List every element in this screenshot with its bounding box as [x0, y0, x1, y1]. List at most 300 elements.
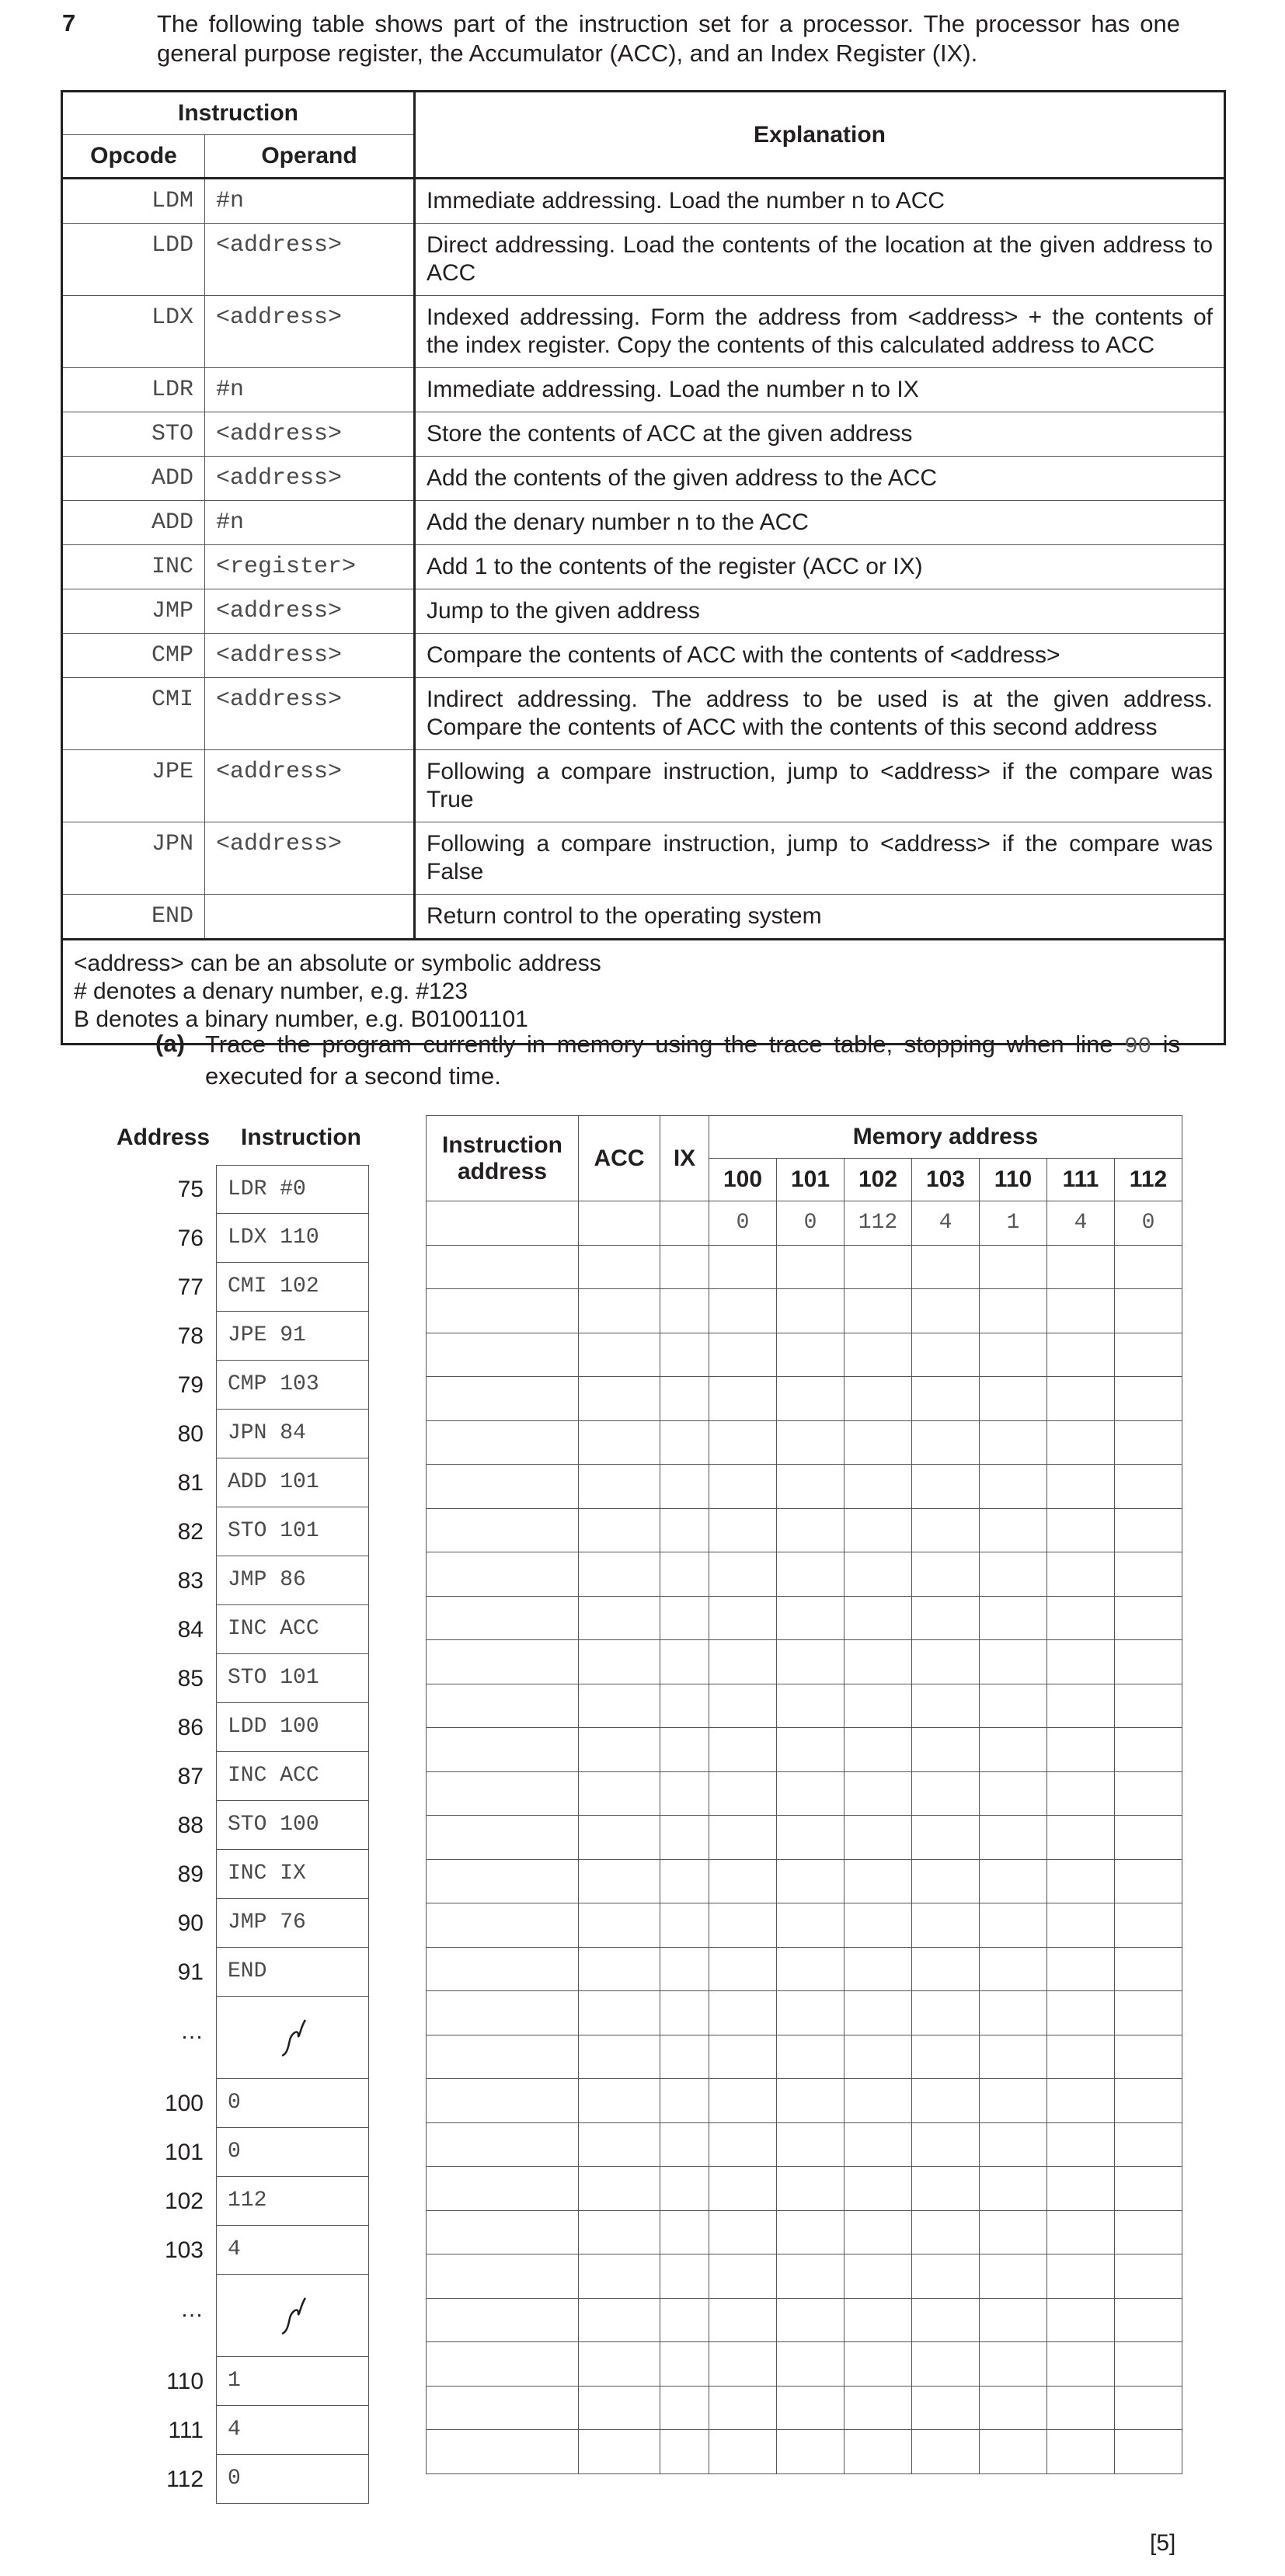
trace-cell[interactable] — [777, 1377, 844, 1421]
trace-cell[interactable] — [1047, 1816, 1115, 1860]
trace-cell[interactable] — [579, 2035, 660, 2079]
trace-cell[interactable] — [1115, 2167, 1182, 2211]
trace-cell[interactable] — [980, 2210, 1047, 2254]
trace-cell[interactable] — [1047, 2122, 1115, 2167]
trace-cell[interactable] — [980, 2035, 1047, 2079]
trace-cell[interactable] — [579, 1596, 660, 1640]
trace-cell[interactable] — [579, 2430, 660, 2474]
trace-cell[interactable] — [777, 2298, 844, 2342]
trace-cell[interactable] — [660, 1333, 709, 1377]
trace-cell[interactable] — [1115, 1771, 1182, 1816]
trace-cell[interactable] — [912, 1728, 980, 1772]
trace-cell[interactable] — [844, 2122, 912, 2167]
trace-cell[interactable] — [777, 2430, 844, 2474]
trace-cell[interactable] — [709, 1816, 777, 1860]
trace-cell[interactable] — [1115, 2342, 1182, 2387]
trace-cell[interactable] — [912, 1420, 980, 1465]
trace-cell[interactable] — [660, 1420, 709, 1465]
trace-cell[interactable] — [709, 1684, 777, 1728]
trace-cell[interactable] — [844, 2386, 912, 2430]
trace-cell[interactable] — [709, 1903, 777, 1948]
trace-cell[interactable] — [777, 1333, 844, 1377]
trace-cell[interactable] — [709, 1465, 777, 1509]
trace-cell[interactable] — [844, 1903, 912, 1948]
trace-cell[interactable] — [660, 2210, 709, 2254]
trace-cell[interactable] — [660, 1859, 709, 1903]
trace-cell[interactable] — [844, 1640, 912, 1684]
trace-cell[interactable] — [660, 1728, 709, 1772]
trace-cell[interactable] — [427, 1859, 579, 1903]
opcode-cell: ADD — [62, 501, 205, 545]
trace-cell[interactable] — [980, 1508, 1047, 1552]
trace-cell[interactable] — [660, 1816, 709, 1860]
trace-cell[interactable] — [579, 2210, 660, 2254]
trace-cell[interactable] — [980, 2430, 1047, 2474]
trace-cell[interactable] — [844, 1596, 912, 1640]
trace-cell[interactable] — [427, 1816, 579, 1860]
trace-cell[interactable] — [427, 1333, 579, 1377]
trace-cell[interactable] — [709, 1508, 777, 1552]
trace-cell[interactable] — [777, 1771, 844, 1816]
trace-cell[interactable] — [709, 1991, 777, 2035]
trace-cell[interactable] — [844, 1465, 912, 1509]
trace-cell[interactable] — [980, 1640, 1047, 1684]
trace-cell[interactable] — [1047, 1771, 1115, 1816]
trace-cell[interactable] — [912, 1508, 980, 1552]
trace-cell[interactable] — [980, 1903, 1047, 1948]
trace-cell[interactable] — [427, 1771, 579, 1816]
trace-cell[interactable] — [912, 1684, 980, 1728]
trace-cell[interactable] — [912, 2210, 980, 2254]
trace-cell[interactable] — [427, 1640, 579, 1684]
trace-cell[interactable] — [660, 1991, 709, 2035]
trace-cell[interactable] — [980, 2342, 1047, 2387]
trace-cell[interactable] — [777, 1552, 844, 1597]
trace-cell[interactable] — [660, 1289, 709, 1333]
trace-cell[interactable] — [579, 1377, 660, 1421]
trace-cell[interactable] — [912, 1991, 980, 2035]
trace-cell[interactable] — [777, 1508, 844, 1552]
trace-cell[interactable] — [709, 1420, 777, 1465]
trace-cell[interactable] — [1047, 1377, 1115, 1421]
trace-initial-value: 0 — [777, 1201, 844, 1246]
trace-cell[interactable] — [579, 2298, 660, 2342]
trace-cell[interactable] — [980, 1991, 1047, 2035]
trace-cell[interactable] — [427, 2167, 579, 2211]
trace-cell[interactable] — [912, 1552, 980, 1597]
trace-cell[interactable] — [777, 2210, 844, 2254]
trace-cell[interactable] — [777, 1903, 844, 1948]
trace-cell[interactable] — [912, 1245, 980, 1289]
trace-cell[interactable] — [980, 1552, 1047, 1597]
trace-cell[interactable] — [1115, 1947, 1182, 1991]
trace-cell[interactable] — [660, 1377, 709, 1421]
trace-cell[interactable] — [777, 2167, 844, 2211]
trace-cell[interactable] — [427, 1508, 579, 1552]
trace-cell[interactable] — [709, 1859, 777, 1903]
trace-cell[interactable] — [709, 1333, 777, 1377]
trace-cell[interactable] — [579, 1771, 660, 1816]
trace-cell[interactable] — [579, 1684, 660, 1728]
trace-cell[interactable] — [777, 2342, 844, 2387]
trace-cell[interactable] — [777, 2079, 844, 2123]
trace-cell[interactable] — [660, 1508, 709, 1552]
trace-cell[interactable] — [1047, 2079, 1115, 2123]
trace-cell[interactable] — [777, 2386, 844, 2430]
trace-cell[interactable] — [844, 1333, 912, 1377]
trace-cell[interactable] — [844, 2342, 912, 2387]
program-address: 75 — [177, 1177, 204, 1202]
trace-cell[interactable] — [1115, 1465, 1182, 1509]
trace-cell[interactable] — [777, 1816, 844, 1860]
trace-row — [427, 1991, 1182, 2035]
trace-cell[interactable] — [660, 2167, 709, 2211]
trace-cell[interactable] — [579, 2122, 660, 2167]
trace-cell[interactable] — [660, 1245, 709, 1289]
opcode-cell: LDD — [62, 224, 205, 296]
trace-cell[interactable] — [709, 1640, 777, 1684]
trace-cell[interactable] — [709, 2035, 777, 2079]
trace-cell[interactable] — [579, 1859, 660, 1903]
program-content: STO 100 — [216, 1801, 369, 1850]
trace-cell[interactable] — [777, 1596, 844, 1640]
trace-cell[interactable] — [844, 1991, 912, 2035]
program-row — [117, 1410, 369, 1458]
trace-cell[interactable] — [1115, 1816, 1182, 1860]
trace-cell[interactable] — [427, 1728, 579, 1772]
operand-cell: <address> — [205, 822, 415, 895]
trace-cell[interactable] — [427, 1684, 579, 1728]
trace-cell[interactable] — [1047, 1859, 1115, 1903]
trace-cell[interactable] — [980, 1333, 1047, 1377]
trace-cell[interactable] — [844, 1508, 912, 1552]
trace-cell[interactable] — [1115, 2210, 1182, 2254]
trace-cell[interactable] — [912, 1377, 980, 1421]
trace-cell[interactable] — [777, 2254, 844, 2299]
trace-cell[interactable] — [660, 2298, 709, 2342]
trace-cell[interactable] — [1047, 1947, 1115, 1991]
trace-cell[interactable] — [844, 2210, 912, 2254]
trace-cell[interactable] — [427, 2298, 579, 2342]
trace-cell[interactable] — [709, 2079, 777, 2123]
trace-cell[interactable] — [912, 2122, 980, 2167]
trace-cell[interactable] — [1047, 1684, 1115, 1728]
trace-cell[interactable] — [777, 1728, 844, 1772]
trace-cell[interactable] — [1115, 1859, 1182, 1903]
trace-cell[interactable] — [1115, 1552, 1182, 1597]
trace-cell[interactable] — [1115, 1333, 1182, 1377]
trace-cell[interactable] — [980, 1859, 1047, 1903]
trace-cell[interactable] — [912, 2035, 980, 2079]
trace-cell[interactable] — [660, 2079, 709, 2123]
trace-cell[interactable] — [980, 1420, 1047, 1465]
trace-cell[interactable] — [427, 1377, 579, 1421]
trace-cell[interactable] — [844, 1684, 912, 1728]
trace-cell[interactable] — [777, 1859, 844, 1903]
trace-cell[interactable] — [844, 1420, 912, 1465]
trace-cell[interactable] — [980, 1816, 1047, 1860]
trace-cell[interactable] — [709, 2254, 777, 2299]
trace-cell[interactable] — [1047, 1289, 1115, 1333]
trace-cell[interactable] — [660, 2386, 709, 2430]
trace-cell[interactable] — [912, 2386, 980, 2430]
trace-cell[interactable] — [1115, 1289, 1182, 1333]
trace-cell[interactable] — [427, 1289, 579, 1333]
trace-cell[interactable] — [709, 2122, 777, 2167]
trace-cell[interactable] — [844, 1728, 912, 1772]
trace-cell[interactable] — [912, 2298, 980, 2342]
trace-cell[interactable] — [912, 1947, 980, 1991]
trace-cell[interactable] — [1115, 1903, 1182, 1948]
trace-cell[interactable] — [427, 1947, 579, 1991]
trace-cell[interactable] — [579, 1465, 660, 1509]
trace-cell[interactable] — [1115, 1377, 1182, 1421]
trace-cell[interactable] — [1047, 1640, 1115, 1684]
trace-cell[interactable] — [1047, 1508, 1115, 1552]
trace-cell[interactable] — [844, 2254, 912, 2299]
trace-row — [427, 1684, 1182, 1728]
trace-cell[interactable] — [1047, 2167, 1115, 2211]
trace-cell[interactable] — [1047, 1245, 1115, 1289]
trace-cell[interactable] — [427, 2342, 579, 2387]
trace-cell[interactable] — [980, 1245, 1047, 1289]
trace-cell[interactable] — [709, 1947, 777, 1991]
trace-cell[interactable] — [427, 1596, 579, 1640]
trace-cell[interactable] — [912, 1333, 980, 1377]
trace-cell[interactable] — [1115, 1245, 1182, 1289]
trace-cell[interactable] — [1115, 1728, 1182, 1772]
trace-cell[interactable] — [980, 1771, 1047, 1816]
trace-cell[interactable] — [980, 1596, 1047, 1640]
trace-cell[interactable] — [1115, 1684, 1182, 1728]
trace-cell[interactable] — [579, 1991, 660, 2035]
trace-cell[interactable] — [980, 1947, 1047, 1991]
trace-cell[interactable] — [912, 2167, 980, 2211]
trace-cell[interactable] — [579, 1728, 660, 1772]
trace-cell[interactable] — [1115, 2386, 1182, 2430]
trace-cell[interactable] — [912, 2079, 980, 2123]
trace-cell[interactable] — [844, 1859, 912, 1903]
trace-cell[interactable] — [660, 1552, 709, 1597]
trace-cell[interactable] — [777, 2122, 844, 2167]
trace-cell[interactable] — [660, 1201, 709, 1246]
trace-cell[interactable] — [427, 1245, 579, 1289]
trace-cell[interactable] — [980, 2122, 1047, 2167]
trace-cell[interactable] — [844, 1816, 912, 1860]
trace-cell[interactable] — [777, 1640, 844, 1684]
trace-cell[interactable] — [844, 2035, 912, 2079]
trace-cell[interactable] — [660, 1596, 709, 1640]
trace-cell[interactable] — [709, 2342, 777, 2387]
trace-cell[interactable] — [844, 2298, 912, 2342]
trace-cell[interactable] — [427, 2386, 579, 2430]
trace-cell[interactable] — [660, 1947, 709, 1991]
trace-cell[interactable] — [1047, 1728, 1115, 1772]
trace-cell[interactable] — [1047, 1596, 1115, 1640]
trace-cell[interactable] — [660, 1903, 709, 1948]
trace-cell[interactable] — [579, 1816, 660, 1860]
trace-cell[interactable] — [427, 1991, 579, 2035]
trace-cell[interactable] — [1047, 1552, 1115, 1597]
trace-cell[interactable] — [1047, 1420, 1115, 1465]
trace-cell[interactable] — [709, 1289, 777, 1333]
trace-cell[interactable] — [912, 1640, 980, 1684]
trace-cell[interactable] — [980, 1728, 1047, 1772]
trace-cell[interactable] — [844, 1377, 912, 1421]
trace-cell[interactable] — [980, 2254, 1047, 2299]
trace-cell[interactable] — [912, 2254, 980, 2299]
trace-cell[interactable] — [912, 1816, 980, 1860]
trace-cell[interactable] — [427, 1420, 579, 1465]
trace-cell[interactable] — [912, 1903, 980, 1948]
trace-cell[interactable] — [709, 1377, 777, 1421]
trace-cell[interactable] — [660, 2122, 709, 2167]
trace-cell[interactable] — [1047, 1991, 1115, 2035]
trace-cell[interactable] — [1115, 2254, 1182, 2299]
program-content: INC ACC — [216, 1605, 369, 1654]
trace-cell[interactable] — [709, 1728, 777, 1772]
trace-cell[interactable] — [844, 1289, 912, 1333]
trace-cell[interactable] — [1115, 2079, 1182, 2123]
trace-cell[interactable] — [980, 1465, 1047, 1509]
trace-cell[interactable] — [844, 1245, 912, 1289]
trace-cell[interactable] — [579, 1333, 660, 1377]
trace-cell[interactable] — [579, 1903, 660, 1948]
trace-cell[interactable] — [709, 2298, 777, 2342]
trace-cell[interactable] — [777, 1947, 844, 1991]
trace-cell[interactable] — [844, 2167, 912, 2211]
trace-cell[interactable] — [579, 2254, 660, 2299]
trace-cell[interactable] — [1047, 1903, 1115, 1948]
trace-cell[interactable] — [579, 2079, 660, 2123]
trace-cell[interactable] — [1047, 1465, 1115, 1509]
trace-cell[interactable] — [579, 2386, 660, 2430]
trace-cell[interactable] — [980, 2386, 1047, 2430]
trace-cell[interactable] — [1115, 1640, 1182, 1684]
trace-cell[interactable] — [1115, 1508, 1182, 1552]
trace-cell[interactable] — [660, 1640, 709, 1684]
trace-cell[interactable] — [427, 1201, 579, 1246]
trace-cell[interactable] — [980, 1289, 1047, 1333]
trace-cell[interactable] — [579, 1552, 660, 1597]
trace-cell[interactable] — [709, 1771, 777, 1816]
trace-cell[interactable] — [1115, 1991, 1182, 2035]
trace-cell[interactable] — [912, 1771, 980, 1816]
trace-cell[interactable] — [980, 1377, 1047, 1421]
trace-cell[interactable] — [912, 1289, 980, 1333]
trace-cell[interactable] — [844, 1947, 912, 1991]
trace-cell[interactable] — [709, 2430, 777, 2474]
trace-cell[interactable] — [1047, 2386, 1115, 2430]
trace-cell[interactable] — [579, 1289, 660, 1333]
trace-cell[interactable] — [660, 1771, 709, 1816]
trace-cell[interactable] — [579, 1947, 660, 1991]
trace-cell[interactable] — [427, 1465, 579, 1509]
operand-cell: <address> — [205, 457, 415, 501]
trace-cell[interactable] — [579, 2342, 660, 2387]
trace-cell[interactable] — [709, 1552, 777, 1597]
trace-cell[interactable] — [660, 2342, 709, 2387]
trace-cell[interactable] — [980, 2079, 1047, 2123]
trace-cell[interactable] — [579, 1201, 660, 1246]
trace-cell[interactable] — [660, 1465, 709, 1509]
trace-cell[interactable] — [777, 1420, 844, 1465]
trace-cell[interactable] — [1115, 2122, 1182, 2167]
trace-cell[interactable] — [844, 1771, 912, 1816]
trace-cell[interactable] — [579, 1245, 660, 1289]
program-row — [117, 1556, 369, 1605]
trace-cell[interactable] — [709, 2386, 777, 2430]
trace-cell[interactable] — [844, 2430, 912, 2474]
trace-cell[interactable] — [709, 1245, 777, 1289]
trace-cell[interactable] — [579, 1640, 660, 1684]
trace-cell[interactable] — [777, 1991, 844, 2035]
trace-cell[interactable] — [777, 1289, 844, 1333]
trace-cell[interactable] — [427, 1552, 579, 1597]
part-a-text-before: Trace the program currently in memory using the trace table, stopping when line — [205, 1031, 1125, 1058]
trace-cell[interactable] — [777, 1684, 844, 1728]
trace-cell[interactable] — [660, 2035, 709, 2079]
trace-cell[interactable] — [427, 2079, 579, 2123]
program-row — [117, 1801, 369, 1850]
trace-cell[interactable] — [912, 1859, 980, 1903]
trace-cell[interactable] — [1115, 2035, 1182, 2079]
trace-cell[interactable] — [980, 2298, 1047, 2342]
program-row — [117, 1899, 369, 1948]
trace-cell[interactable] — [579, 2167, 660, 2211]
trace-cell[interactable] — [912, 2430, 980, 2474]
trace-cell[interactable] — [1047, 2035, 1115, 2079]
trace-cell[interactable] — [427, 1903, 579, 1948]
trace-cell[interactable] — [660, 2254, 709, 2299]
trace-cell[interactable] — [660, 1684, 709, 1728]
trace-cell[interactable] — [660, 2430, 709, 2474]
trace-cell[interactable] — [1047, 2298, 1115, 2342]
trace-cell[interactable] — [980, 1684, 1047, 1728]
trace-table — [426, 1115, 1182, 2474]
trace-cell[interactable] — [579, 1420, 660, 1465]
trace-cell[interactable] — [1115, 1420, 1182, 1465]
operand-cell: #n — [205, 179, 415, 224]
trace-cell[interactable] — [1047, 2254, 1115, 2299]
trace-cell[interactable] — [1047, 1333, 1115, 1377]
trace-cell[interactable] — [912, 2342, 980, 2387]
trace-cell[interactable] — [579, 1508, 660, 1552]
trace-cell[interactable] — [1047, 2342, 1115, 2387]
trace-cell[interactable] — [1115, 2430, 1182, 2474]
trace-cell[interactable] — [709, 2210, 777, 2254]
trace-cell[interactable] — [427, 2254, 579, 2299]
trace-cell[interactable] — [427, 2035, 579, 2079]
trace-cell[interactable] — [1115, 2298, 1182, 2342]
trace-cell[interactable] — [709, 2167, 777, 2211]
trace-cell[interactable] — [777, 1465, 844, 1509]
trace-cell[interactable] — [427, 2430, 579, 2474]
trace-cell[interactable] — [844, 2079, 912, 2123]
trace-cell[interactable] — [844, 1552, 912, 1597]
trace-cell[interactable] — [427, 2210, 579, 2254]
trace-cell[interactable] — [777, 2035, 844, 2079]
trace-cell[interactable] — [777, 1245, 844, 1289]
trace-cell[interactable] — [709, 1596, 777, 1640]
trace-cell[interactable] — [1047, 2210, 1115, 2254]
trace-cell[interactable] — [1115, 1596, 1182, 1640]
trace-cell[interactable] — [427, 2122, 579, 2167]
trace-cell[interactable] — [912, 1465, 980, 1509]
trace-cell[interactable] — [912, 1596, 980, 1640]
trace-cell[interactable] — [1047, 2430, 1115, 2474]
trace-cell[interactable] — [980, 2167, 1047, 2211]
